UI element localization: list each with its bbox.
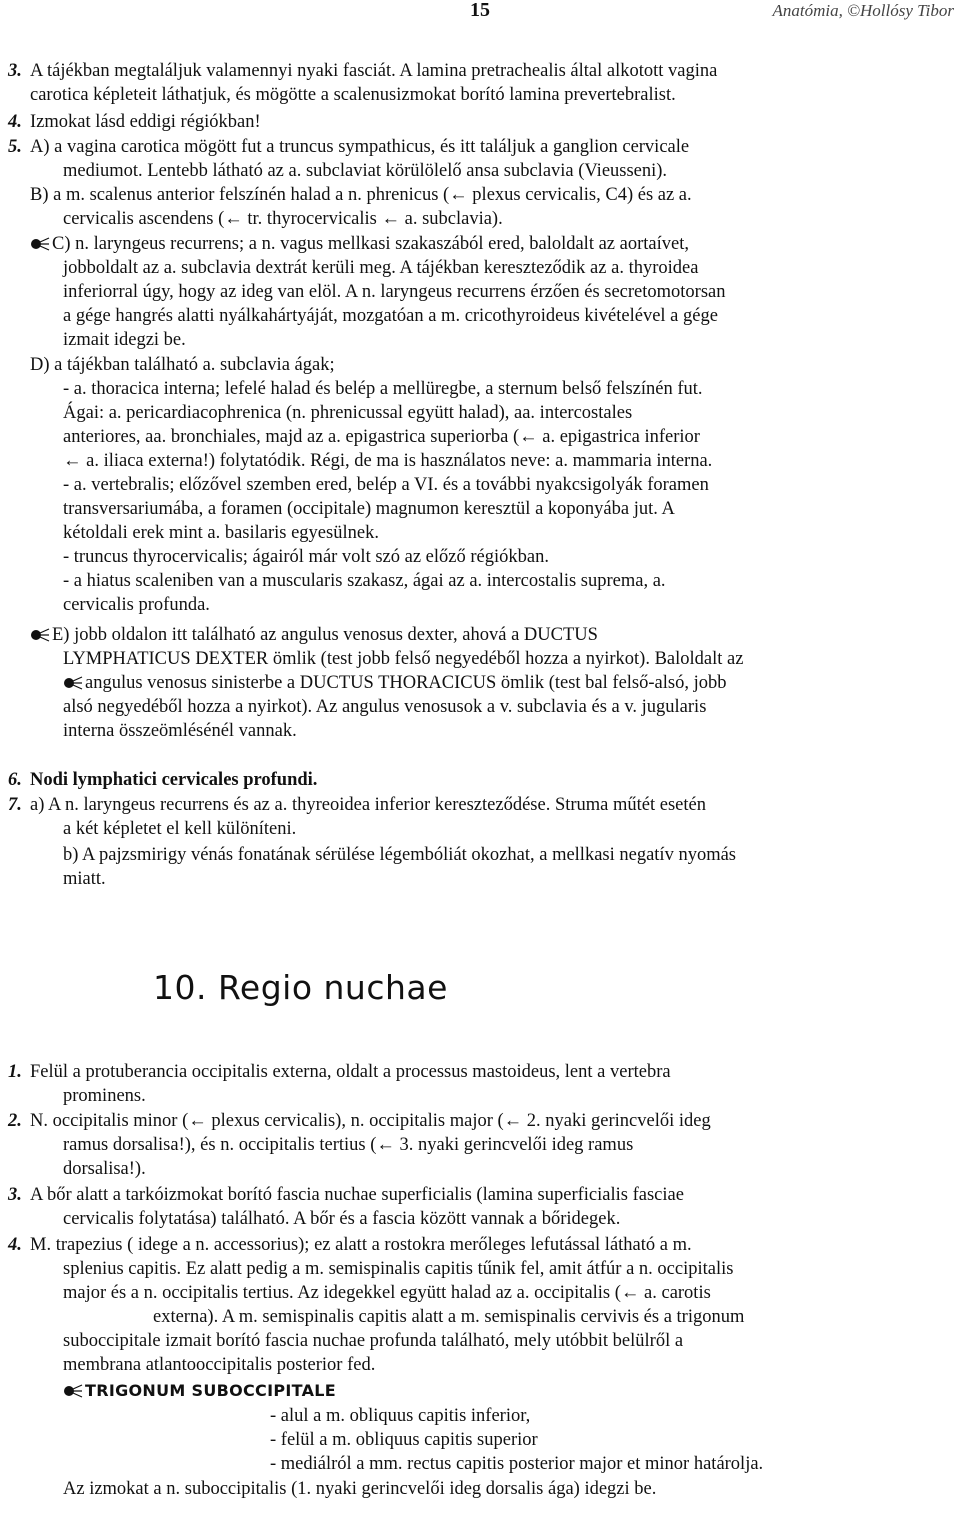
item-number: 6.	[8, 770, 22, 790]
text-line: - truncus thyrocervicalis; ágairól már volt szó az előző régiókban.	[63, 547, 549, 567]
text-line: a két képletet el kell különíteni.	[63, 819, 297, 839]
text-line: membrana atlantooccipitalis posterior fed.	[63, 1355, 376, 1375]
text-line: kétoldali erek mint a. basilaris egyesülnek.	[63, 523, 379, 543]
text-line: Felül a protuberancia occipitalis externa, oldalt a processus mastoideus, lent a vertebra	[30, 1062, 671, 1082]
text-line-with-icon	[63, 672, 726, 694]
pointing-hand-icon	[30, 235, 50, 251]
item-number: 7.	[8, 795, 22, 815]
pointing-hand-icon	[63, 1382, 83, 1398]
text-line: izmait idegzi be.	[63, 330, 186, 350]
text-line-with-icon	[30, 233, 689, 255]
text-line: a gége hangrés alatti nyálkahártyáját, mozgatóan a m. cricothyroideus kivételével a gége	[63, 306, 718, 326]
text-line: angulus venosus sinisterbe a DUCTUS THORACICUS ömlik (test bal felső-alsó, jobb	[85, 673, 727, 693]
item-number: 5.	[8, 137, 22, 157]
text-line: miatt.	[63, 869, 106, 889]
text-line: Ágai: a. pericardiacophrenica (n. phrenicussal együtt halad), aa. intercostales	[63, 403, 633, 423]
subheading-with-icon	[63, 1380, 336, 1402]
text-line: ramus dorsalisa!), és n. occipitalis tertius (← 3. nyaki gerincvelői ideg ramus	[63, 1135, 634, 1155]
text-line: alsó negyedéből hozza a nyirkot). Az angulus venosusok a v. subclavia és a v. jugularis	[63, 697, 707, 717]
text-line: E) jobb oldalon itt található az angulus venosus dexter, ahová a DUCTUS	[52, 625, 598, 645]
text-line-with-icon	[30, 624, 598, 646]
text-line: Izmokat lásd eddigi régiókban!	[30, 112, 261, 132]
text-line: A bőr alatt a tarkóizmokat borító fascia nuchae superficialis (lamina superficialis fasciae	[30, 1185, 684, 1205]
text-line: major és a n. occipitalis tertius. Az idegekkel együtt halad az a. occipitalis (← a. carotis	[63, 1283, 711, 1303]
subheading: TRIGONUM SUBOCCIPITALE	[85, 1381, 337, 1400]
text-line: M. trapezius ( idege a n. accessorius); ez alatt a rostokra merőleges lefutással látható a m.	[30, 1235, 692, 1255]
text-line: ← a. iliaca externa!) folytatódik. Régi, de ma is használatos neve: a. mammaria interna.	[63, 451, 713, 471]
text-line: a) A n. laryngeus recurrens és az a. thyreoidea inferior kereszteződése. Struma műtét esetén	[30, 795, 706, 815]
item-number: 3.	[8, 61, 22, 81]
text-line: anteriores, aa. bronchiales, majd az a. epigastrica superiorba (← a. epigastrica inferior	[63, 427, 700, 447]
text-line: Nodi lymphatici cervicales profundi.	[30, 770, 318, 790]
running-header-author: Anatómia, ©Hollósy Tibor	[772, 1, 954, 20]
text-line: cervicalis profunda.	[63, 595, 210, 615]
text-line: - a. thoracica interna; lefelé halad és belép a mellüregbe, a sternum belső felszínén fut.	[63, 379, 703, 399]
text-line: inferiorral úgy, hogy az ideg van elöl. A n. laryngeus recurrens érzően és secretomotorsan	[63, 282, 726, 302]
text-line: A) a vagina carotica mögött fut a truncus sympathicus, és itt találjuk a ganglion cervicale	[30, 137, 690, 157]
text-line: interna összeömlésénél vannak.	[63, 721, 297, 741]
text-line: - a hiatus scaleniben van a muscularis szakasz, ágai az a. intercostalis suprema, a.	[63, 571, 666, 591]
text-line: carotica képleteit láthatjuk, és mögötte a scalenusizmokat borító lamina prevertebralist.	[30, 85, 676, 105]
text-line: suboccipitale izmait borító fascia nuchae profunda található, mely utóbbit belülről a	[63, 1331, 684, 1351]
item-number: 4.	[8, 112, 22, 132]
text-line: C) n. laryngeus recurrens; a n. vagus mellkasi szakaszából ered, baloldalt az aortaívet,	[52, 234, 689, 254]
item-number: 4.	[8, 1235, 22, 1255]
text-line: b) A pajzsmirigy vénás fonatának sérülése légembóliát okozhat, a mellkasi negatív nyomás	[63, 845, 737, 865]
text-line: B) a m. scalenus anterior felszínén halad a n. phrenicus (← plexus cervicalis, C4) és az a.	[30, 185, 692, 205]
text-line: jobboldalt az a. subclavia dextrát kerüli meg. A tájékban kereszteződik az a. thyroidea	[63, 258, 699, 278]
text-line: splenius capitis. Ez alatt pedig a m. semispinalis capitis tűnik fel, amit átfúr a n. occipitalis	[63, 1259, 734, 1279]
text-line: - mediálról a mm. rectus capitis posterior major et minor határolja.	[270, 1454, 764, 1474]
item-number: 3.	[8, 1185, 22, 1205]
pointing-hand-icon	[30, 626, 50, 642]
text-line: N. occipitalis minor (← plexus cervicalis), n. occipitalis major (← 2. nyaki gerincvelői ideg	[30, 1111, 711, 1131]
text-line: transversariumába, a foramen (occipitale) magnumon keresztül a koponyába jut. A	[63, 499, 675, 519]
item-number: 1.	[8, 1062, 22, 1082]
text-line: cervicalis folytatása) található. A bőr és a fascia között vannak a bőridegek.	[63, 1209, 621, 1229]
text-line: dorsalisa!).	[63, 1159, 146, 1179]
pointing-hand-icon	[63, 674, 83, 690]
text-line: - felül a m. obliquus capitis superior	[270, 1430, 538, 1450]
text-line: D) a tájékban található a. subclavia ágak;	[30, 355, 335, 375]
text-line: prominens.	[63, 1086, 146, 1106]
text-line: LYMPHATICUS DEXTER ömlik (test jobb felső negyedéből hozza a nyirkot). Baloldalt az	[63, 649, 744, 669]
text-line: A tájékban megtaláljuk valamennyi nyaki fasciát. A lamina pretrachealis által alkotott vagina	[30, 61, 718, 81]
page-number: 15	[470, 0, 490, 21]
text-line: cervicalis ascendens (← tr. thyrocervicalis ← a. subclavia).	[63, 209, 503, 229]
text-line: Az izmokat a n. suboccipitalis (1. nyaki gerincvelői ideg dorsalis ága) idegzi be.	[63, 1479, 657, 1499]
text-line: mediumot. Lentebb látható az a. subclaviat körülölelő ansa subclavia (Vieusseni).	[63, 161, 668, 181]
text-line: externa). A m. semispinalis capitis alatt a m. semispinalis cervivis és a trigonum	[153, 1307, 745, 1327]
text-line: - alul a m. obliquus capitis inferior,	[270, 1406, 531, 1426]
item-number: 2.	[8, 1111, 22, 1131]
text-line: - a. vertebralis; előzővel szemben ered, belép a VI. és a további nyakcsigolyák foramen	[63, 475, 709, 495]
section-title: 10. Regio nuchae	[153, 968, 448, 1007]
